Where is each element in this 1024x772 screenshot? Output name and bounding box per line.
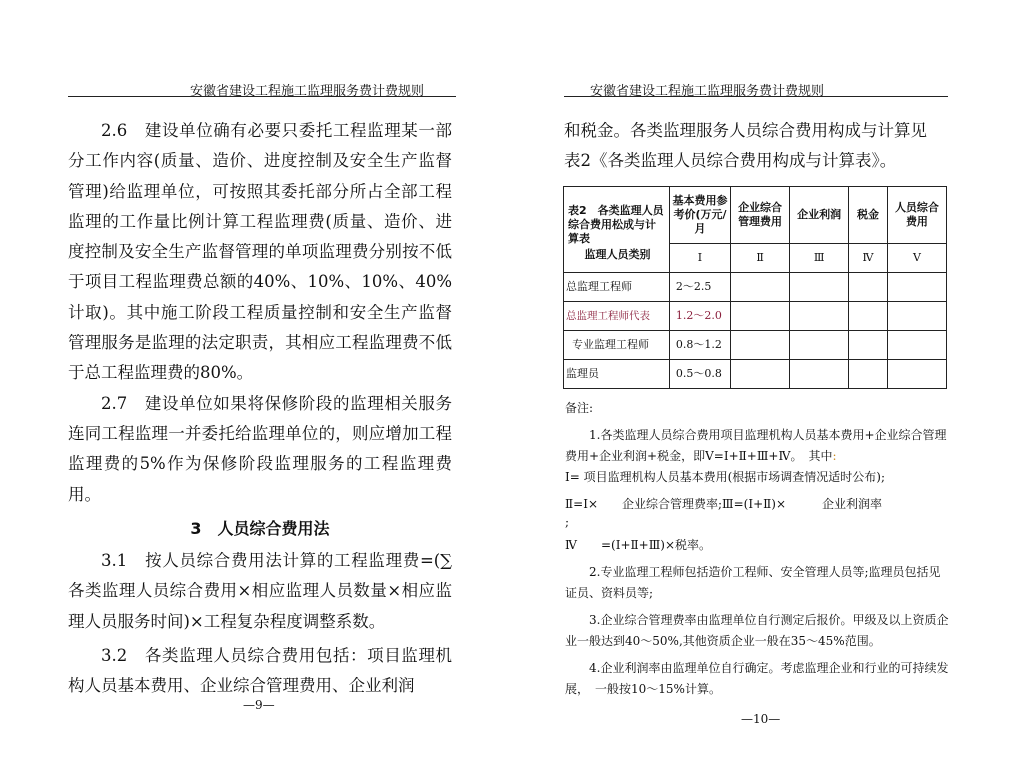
role-chief-engineer: 总监理工程师 (564, 273, 670, 302)
intro-line-2: 表2《各类监理人员综合费用构成与计算表》。 (564, 151, 897, 170)
roman-3: Ⅲ (790, 244, 849, 273)
note-1-line-c: Ⅱ=Ⅰ× 企业综合管理费率;Ⅲ=(Ⅰ+Ⅱ)× 企业利润率 (565, 497, 883, 511)
header-total: 人员综合费用 (887, 187, 946, 244)
empty-cell (887, 360, 946, 389)
value-inspector: 0.5～0.8 (669, 360, 730, 389)
empty-cell (887, 273, 946, 302)
clause-2-6: 2.6 建设单位确有必要只委托工程监理某一部分工作内容(质量、造价、进度控制及安全生产监督管理)给监理单位，可按照其委托部分所占全部工程监理的工作量比例计算工程监理费(质量、造价、进度控制及安全生产监督管理的单项监理费分别按不低于项目工程监理费总额的40%、10%、10%、40%计取)。其中施工阶段工程质量控制和安全生产监督管理服务是监理的法定职责，其相应工程监理费不低于总工程监理费的80%。 (68, 121, 452, 383)
empty-cell (790, 331, 849, 360)
roman-5: Ⅴ (887, 244, 946, 273)
note-1 (565, 425, 949, 467)
value-chief-representative: 1.2～2.0 (669, 302, 730, 331)
empty-cell (849, 273, 888, 302)
roman-1: Ⅰ (669, 244, 730, 273)
table-row (564, 273, 947, 302)
empty-cell (731, 273, 790, 302)
roman-4: Ⅳ (849, 244, 888, 273)
header-rule-left (68, 96, 456, 97)
role-inspector: 监理员 (564, 360, 670, 389)
note-4: 4.企业利润率由监理单位自行确定。考虑监理企业和行业的可持续发展， 一般按10～15%计算。 (565, 661, 949, 696)
value-chief-engineer: 2～2.5 (669, 273, 730, 302)
header-tax: 税金 (849, 187, 888, 244)
value-specialist-engineer: 0.8～1.2 (669, 331, 730, 360)
table-title: 表2 各类监理人员综合费用松成与计算表 (568, 203, 664, 245)
note-1-line-d: ; (565, 515, 570, 529)
header-basic-cost: 基本费用参考价(万元/月 (669, 187, 730, 244)
empty-cell (887, 302, 946, 331)
note-3: 3.企业综合管理费率由监理单位自行测定后报价。甲级及以上资质企业一般达到40～50%,其他资质企业一般在35～45%范围。 (565, 613, 949, 648)
table-row (564, 331, 947, 360)
header-profit: 企业利润 (790, 187, 849, 244)
left-body-text (68, 116, 452, 702)
role-specialist-engineer: 专业监理工程师 (564, 331, 670, 360)
notes-heading: 备注: (565, 401, 594, 415)
table-title-cell (564, 187, 670, 273)
empty-cell (849, 360, 888, 389)
note-1-line-e: Ⅳ =(Ⅰ+Ⅱ+Ⅲ)×税率。 (565, 538, 712, 552)
intro-line-1: 和税金。各类监理服务人员综合费用构成与计算见 (564, 121, 927, 140)
table-row (564, 302, 947, 331)
section-title: 3 人员综合费用法 (190, 518, 330, 538)
clause-3-2: 3.2 各类监理人员综合费用包括：项目监理机构人员基本费用、企业综合管理费用、企业利润 (68, 646, 452, 696)
note-1-colon: : (832, 449, 837, 463)
note-2: 2.专业监理工程师包括造价工程师、安全管理人员等;监理员包括见证员、资料员等; (565, 565, 941, 600)
empty-cell (887, 331, 946, 360)
fee-table (563, 186, 947, 389)
table-notes (565, 398, 949, 700)
empty-cell (790, 302, 849, 331)
table-row (564, 360, 947, 389)
empty-cell (731, 360, 790, 389)
role-chief-representative: 总监理工程师代表 (564, 302, 670, 331)
header-rule-right (564, 96, 948, 97)
header-management-cost: 企业综合管理费用 (731, 187, 790, 244)
empty-cell (849, 302, 888, 331)
page-number-right: —10— (741, 712, 781, 726)
empty-cell (849, 331, 888, 360)
right-intro-text (564, 116, 948, 176)
note-1-line-b: Ⅰ= 项目监理机构人员基本费用(根据市场调查情况适时公布); (565, 470, 886, 484)
empty-cell (731, 302, 790, 331)
empty-cell (731, 331, 790, 360)
table-row-header: 监理人员类别 (584, 247, 651, 261)
running-header-right: 安徽省建设工程施工监理服务费计费规则 (590, 84, 825, 99)
empty-cell (790, 273, 849, 302)
note-1-text: 1.各类监理人员综合费用项目监理机构人员基本费用+企业综合管理费用+企业利润+税金，即Ⅴ=Ⅰ+Ⅱ+Ⅲ+Ⅳ。 其中 (565, 428, 947, 463)
clause-2-7: 2.7 建设单位如果将保修阶段的监理相关服务连同工程监理一并委托给监理单位的，则应增加工程监理费的5%作为保修阶段监理服务的工程监理费用。 (68, 393, 452, 504)
clause-3-1: 3.1 按人员综合费用法计算的工程监理费=(∑各类监理人员综合费用×相应监理人员数量×相应监理人员服务时间)×工程复杂程度调整系数。 (68, 551, 452, 631)
empty-cell (790, 360, 849, 389)
page-number-left: —9— (243, 698, 275, 712)
roman-2: Ⅱ (731, 244, 790, 273)
running-header-left: 安徽省建设工程施工监理服务费计费规则 (190, 84, 425, 99)
